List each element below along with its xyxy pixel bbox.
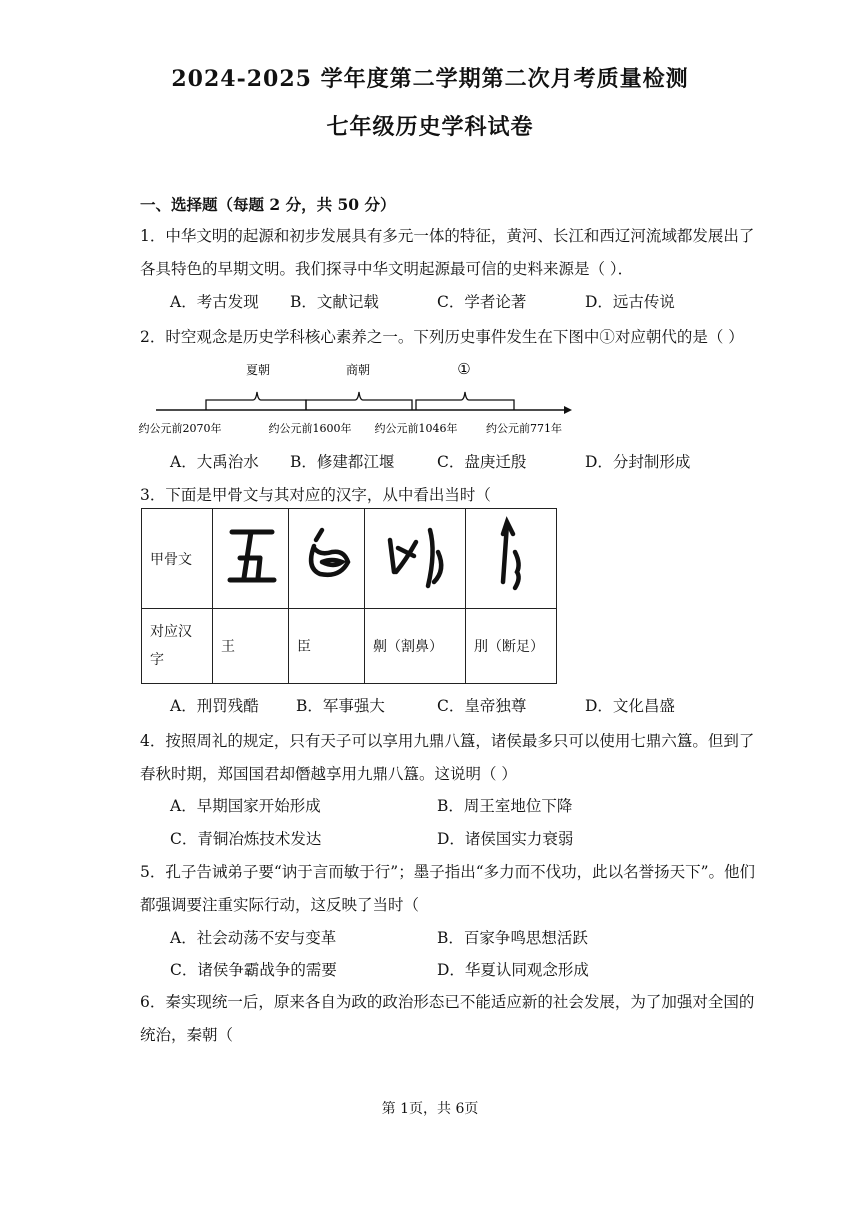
q3-option-b: B．军事强大 bbox=[296, 697, 385, 715]
brace-circle1 bbox=[416, 392, 514, 410]
oracle-glyph-yue bbox=[466, 509, 557, 609]
q2-option-b: B．修建都江堰 bbox=[290, 453, 395, 471]
brace-shang bbox=[306, 392, 412, 410]
timeline-label-shang: 商朝 bbox=[345, 363, 371, 377]
q2-option-c: C．盘庚迁殷 bbox=[437, 453, 527, 471]
q5-line1: 5．孔子告诫弟子要“讷于言而敏于行”；墨子指出“多力而不伐功，此以名誉扬天下”。他们 bbox=[140, 863, 756, 881]
timeline-label-xia: 夏朝 bbox=[245, 363, 271, 377]
dynasty-timeline bbox=[138, 352, 580, 442]
page-footer: 第 1页，共 6页 bbox=[381, 1101, 479, 1117]
timeline-tick-771: 约公元前771年 bbox=[486, 422, 562, 435]
q3-option-c: C．皇帝独尊 bbox=[437, 697, 527, 715]
char-chen: 臣 bbox=[289, 609, 365, 684]
q2-option-a: A．大禹治水 bbox=[170, 453, 259, 471]
q6-line2: 统治，秦朝（ bbox=[140, 1026, 234, 1044]
exam-title: 2024-2025 学年度第二学期第二次月考质量检测 bbox=[171, 66, 689, 92]
exam-subtitle: 七年级历史学科试卷 bbox=[326, 114, 534, 140]
q3-stem: 3．下面是甲骨文与其对应的汉字，从中看出当时（ bbox=[140, 486, 491, 504]
q4-option-c: C．青铜冶炼技术发达 bbox=[170, 830, 322, 848]
timeline-tick-1600: 约公元前1600年 bbox=[268, 422, 352, 435]
brace-xia bbox=[206, 392, 306, 410]
oracle-glyph-chen bbox=[289, 509, 365, 609]
q4-line1: 4．按照周礼的规定，只有天子可以享用九鼎八簋，诸侯最多只可以使用七鼎六簋。但到了 bbox=[140, 732, 755, 750]
q1-line2: 各具特色的早期文明。我们探寻中华文明起源最可信的史料来源是（ ）． bbox=[140, 260, 634, 278]
q4-option-a: A．早期国家开始形成 bbox=[170, 797, 321, 815]
char-wang: 王 bbox=[213, 609, 289, 684]
timeline-tick-2070: 约公元前2070年 bbox=[138, 422, 222, 435]
q1-option-b: B．文献记载 bbox=[290, 293, 379, 311]
q5-option-c: C．诸侯争霸战争的需要 bbox=[170, 961, 337, 979]
char-yi: 劓（割鼻） bbox=[365, 609, 466, 684]
q2-option-d: D．分封制形成 bbox=[585, 453, 691, 471]
table-header-oracle: 甲骨文 bbox=[142, 509, 213, 609]
table-header-chars-line1: 对应汉 bbox=[150, 624, 192, 640]
q2-stem: 2．时空观念是历史学科核心素养之一。下列历史事件发生在下图中①对应朝代的是（ ） bbox=[140, 328, 744, 346]
q4-option-d: D．诸侯国实力衰弱 bbox=[437, 830, 574, 848]
oracle-glyph-wang bbox=[213, 509, 289, 609]
q6-line1: 6．秦实现统一后，原来各自为政的政治形态已不能适应新的社会发展，为了加强对全国的 bbox=[140, 993, 755, 1011]
oracle-bone-table bbox=[141, 508, 557, 684]
timeline-tick-1046: 约公元前1046年 bbox=[374, 422, 458, 435]
char-yue: 刖（断足） bbox=[466, 609, 557, 684]
section-heading: 一、选择题（每题 2 分，共 50 分） bbox=[140, 195, 396, 214]
timeline-arrow bbox=[564, 406, 572, 414]
q3-option-d: D．文化昌盛 bbox=[585, 697, 675, 715]
q1-option-d: D．远古传说 bbox=[585, 293, 675, 311]
q5-option-d: D．华夏认同观念形成 bbox=[437, 961, 589, 979]
table-header-chars bbox=[142, 609, 213, 684]
q5-option-b: B．百家争鸣思想活跃 bbox=[437, 929, 588, 947]
q1-option-c: C．学者论著 bbox=[437, 293, 527, 311]
q5-line2: 都强调要注重实际行动，这反映了当时（ bbox=[140, 896, 420, 914]
q1-option-a: A．考古发现 bbox=[170, 293, 259, 311]
q5-option-a: A．社会动荡不安与变革 bbox=[170, 929, 337, 947]
q3-option-a: A．刑罚残酷 bbox=[170, 697, 259, 715]
oracle-glyph-yi bbox=[365, 509, 466, 609]
q4-line2: 春秋时期，郑国国君却僭越享用九鼎八簋。这说明（ ） bbox=[140, 765, 517, 783]
table-header-chars-line2: 字 bbox=[150, 652, 164, 668]
q4-option-b: B．周王室地位下降 bbox=[437, 797, 573, 815]
timeline-label-circle1: ① bbox=[457, 360, 471, 378]
q1-line1: 1．中华文明的起源和初步发展具有多元一体的特征，黄河、长江和西辽河流域都发展出了 bbox=[140, 227, 755, 245]
